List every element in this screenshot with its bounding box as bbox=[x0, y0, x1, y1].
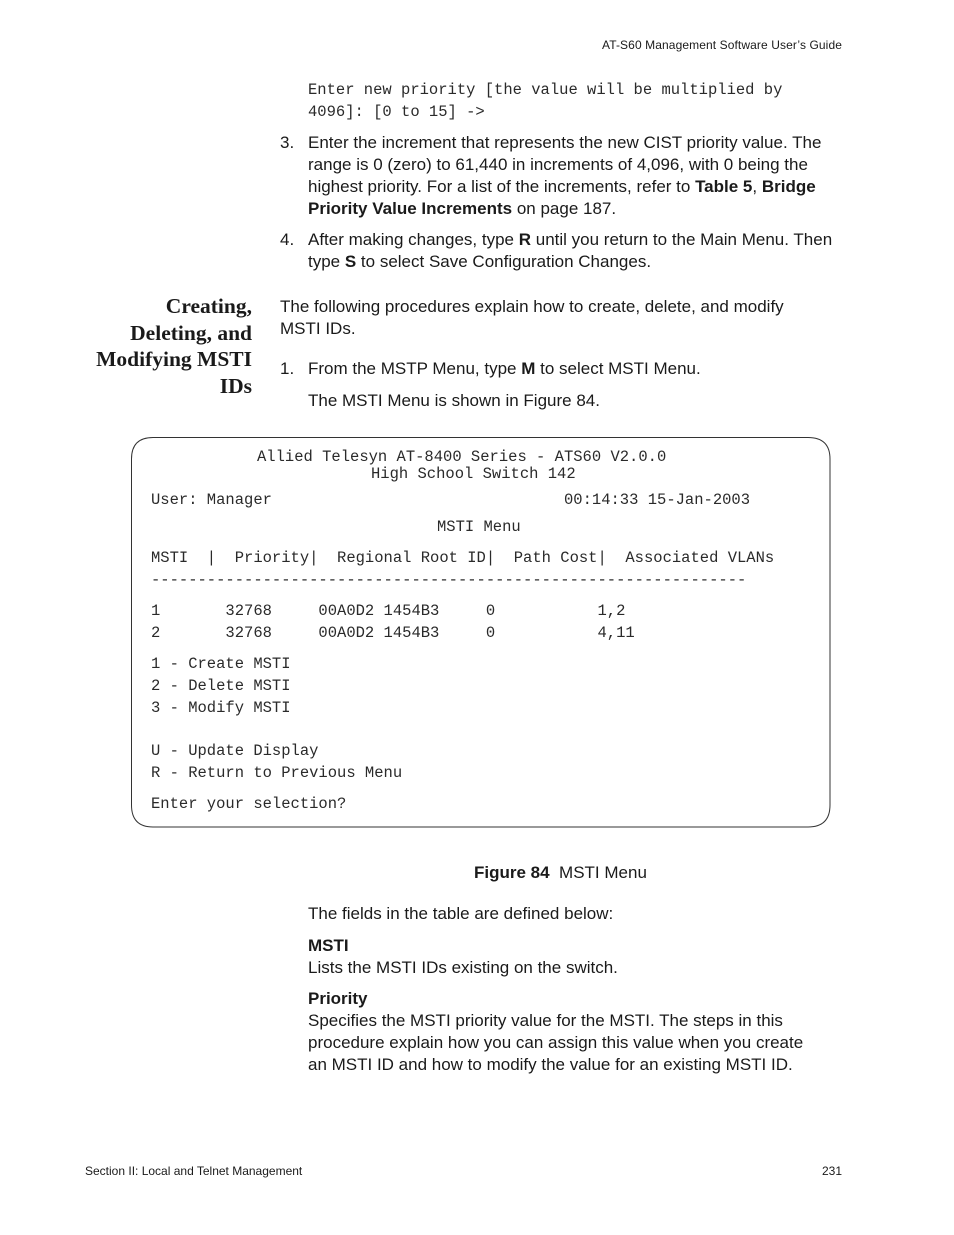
step-number: 4. bbox=[280, 230, 295, 249]
definition-text: Lists the MSTI IDs existing on the switch. bbox=[308, 958, 618, 977]
step-1-row bbox=[280, 358, 840, 380]
figure-label: Figure 84 bbox=[474, 863, 550, 882]
definition-msti bbox=[308, 935, 828, 979]
step-number: 1. bbox=[280, 359, 295, 378]
menu-option-delete[interactable]: 2 - Delete MSTI bbox=[151, 677, 291, 695]
section-heading bbox=[72, 293, 252, 399]
separator: , bbox=[752, 177, 762, 196]
definition-priority bbox=[308, 988, 818, 1076]
terminal-menu-title: MSTI Menu bbox=[437, 518, 521, 536]
heading-line: Deleting, and bbox=[130, 320, 252, 345]
procedure-steps bbox=[280, 132, 842, 282]
table-row: 1 32768 00A0D2 1454B3 0 1,2 bbox=[151, 602, 626, 620]
fields-intro: The fields in the table are defined below: bbox=[308, 904, 614, 923]
figure-caption bbox=[474, 863, 647, 883]
step-4 bbox=[280, 229, 842, 273]
heading-line: IDs bbox=[219, 373, 252, 398]
definition-text: Specifies the MSTI priority value for the MSTI. The steps in this procedure explain how you can assign this value when you create an MSTI ID and how to modify the value for an existing MSTI ID. bbox=[308, 1011, 804, 1074]
section-intro: The following procedures explain how to create, delete, and modify MSTI IDs. bbox=[280, 297, 784, 338]
heading-line: Creating, bbox=[165, 294, 252, 318]
running-header: AT-S60 Management Software User’s Guide bbox=[601, 38, 842, 52]
step-text: to select MSTI Menu. bbox=[535, 359, 701, 378]
selection-prompt[interactable]: Enter your selection? bbox=[151, 795, 347, 813]
key-m: M bbox=[521, 359, 536, 378]
step-text: From the MSTP Menu, type bbox=[308, 359, 522, 378]
table-reference[interactable]: Table 5 bbox=[695, 177, 753, 196]
step-text: on page 187. bbox=[512, 199, 617, 218]
menu-option-return[interactable]: R - Return to Previous Menu bbox=[151, 764, 403, 782]
menu-option-create[interactable]: 1 - Create MSTI bbox=[151, 655, 291, 673]
step-text: Enter the increment that represents the new CIST priority value. The range is 0 (zero) to 61,440 in increments of 4,096, with 0 being the highest priority. For a list of the increments, refer to bbox=[308, 133, 822, 196]
step-text: to select Save Configuration Changes. bbox=[356, 252, 652, 271]
step-1 bbox=[280, 358, 840, 380]
code-line: 4096]: [0 to 15] -> bbox=[308, 103, 485, 121]
table-row: 2 32768 00A0D2 1454B3 0 4,11 bbox=[151, 624, 635, 642]
terminal-title: Allied Telesyn AT-8400 Series - ATS60 V2.0.0 bbox=[257, 448, 667, 466]
step-text: until you return to the Main Menu. Then type bbox=[308, 230, 833, 271]
code-line: Enter new priority [the value will be multiplied by bbox=[308, 81, 783, 99]
priority-prompt-code bbox=[308, 79, 782, 123]
definition-term: MSTI bbox=[308, 936, 349, 955]
msti-menu-terminal bbox=[131, 437, 830, 827]
step-text: After making changes, type bbox=[308, 230, 519, 249]
step-number: 3. bbox=[280, 133, 295, 152]
terminal-datetime: 00:14:33 15-Jan-2003 bbox=[564, 491, 751, 509]
terminal-subtitle: High School Switch 142 bbox=[371, 465, 576, 483]
footer-section: Section II: Local and Telnet Management bbox=[85, 1164, 303, 1178]
page-number: 231 bbox=[821, 1164, 842, 1178]
heading-line: Modifying MSTI bbox=[96, 347, 252, 371]
table-divider: ---------------------------------------------------------------- bbox=[151, 571, 747, 589]
terminal-user: User: Manager bbox=[151, 491, 272, 509]
key-r: R bbox=[518, 230, 532, 249]
menu-option-update[interactable]: U - Update Display bbox=[151, 742, 319, 760]
table-title-reference[interactable]: Bridge Priority Value Increments bbox=[308, 177, 816, 218]
figure-title: MSTI Menu bbox=[559, 863, 647, 882]
menu-option-modify[interactable]: 3 - Modify MSTI bbox=[151, 699, 291, 717]
step-3 bbox=[280, 132, 842, 220]
key-s: S bbox=[344, 252, 357, 271]
step-1-note: The MSTI Menu is shown in Figure 84. bbox=[308, 391, 600, 410]
definition-term: Priority bbox=[308, 989, 368, 1008]
table-header: MSTI | Priority| Regional Root ID| Path Cost| Associated VLANs bbox=[151, 549, 775, 567]
